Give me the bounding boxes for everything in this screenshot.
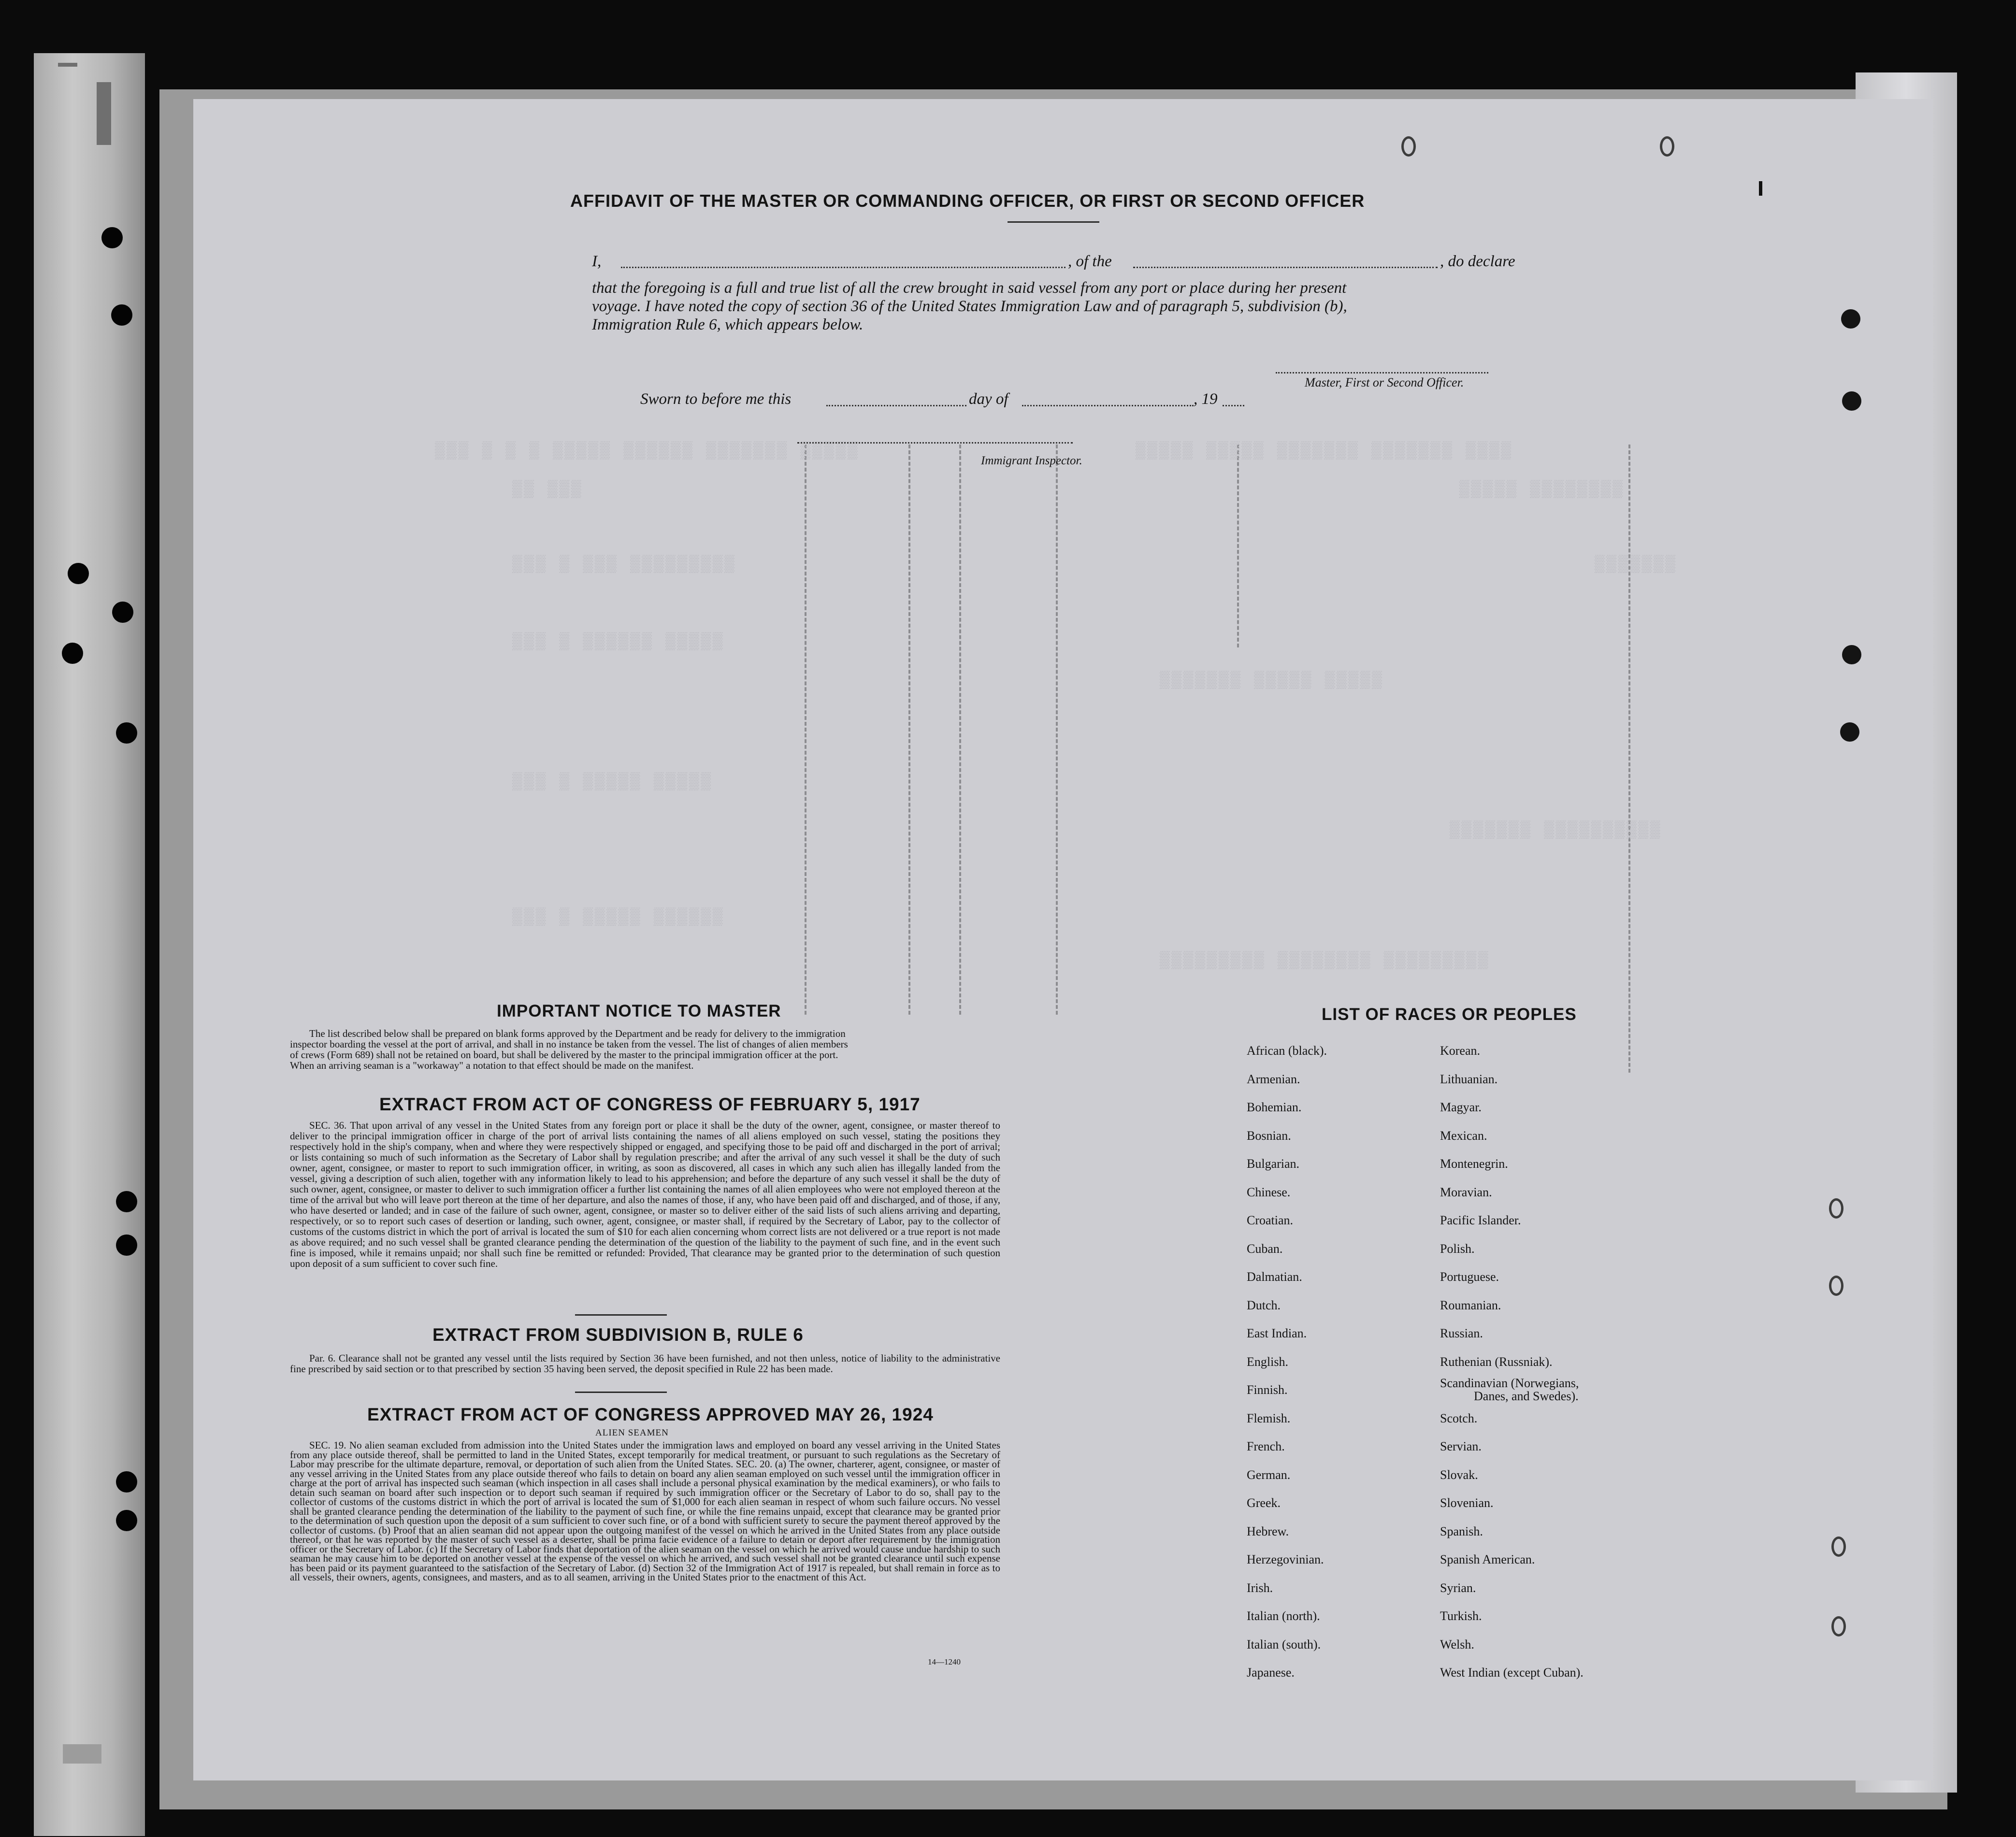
- declarant-of-label: , of the: [1068, 253, 1112, 270]
- binder-hole: [111, 304, 132, 326]
- race-item: Finnish.: [1247, 1383, 1288, 1397]
- punch-hole: [1842, 645, 1861, 664]
- races-title: LIST OF RACES OR PEOPLES: [1322, 1005, 1577, 1024]
- race-item: Croatian.: [1247, 1213, 1294, 1227]
- bleed-through-line: [1628, 445, 1632, 1073]
- affidavit-line-3: voyage. I have noted the copy of section 36 of the United States Immigration Law and of paragraph 5, subdivision (b),: [592, 298, 1347, 315]
- section-rule: [575, 1314, 667, 1316]
- declare-label: , do declare: [1440, 253, 1515, 270]
- declarant-name-field[interactable]: [621, 267, 1066, 268]
- race-item: West Indian (except Cuban).: [1440, 1665, 1584, 1679]
- notice-line: When an arriving seaman is a "workaway" a notation to that effect should be made on the manifest.: [290, 1060, 694, 1071]
- affidavit-line-4: Immigration Rule 6, which appears below.: [592, 316, 864, 333]
- race-item: Montenegrin.: [1440, 1157, 1508, 1171]
- strip-mark: [63, 1744, 101, 1764]
- bleed-through-text: ▒▒▒ ▒ ▒▒▒▒▒▒ ▒▒▒▒▒: [512, 633, 725, 651]
- notice-title: IMPORTANT NOTICE TO MASTER: [497, 1002, 781, 1020]
- binder-hole: [101, 227, 123, 248]
- master-signature-label: Master, First or Second Officer.: [1305, 375, 1464, 389]
- race-item: Turkish.: [1440, 1609, 1482, 1623]
- race-item: Chinese.: [1247, 1185, 1291, 1199]
- race-item: Dalmatian.: [1247, 1270, 1302, 1284]
- sworn-day-field[interactable]: [826, 405, 966, 406]
- bleed-through-text: ▒▒▒▒▒▒▒ ▒▒▒▒▒▒▒▒▒▒: [1450, 821, 1662, 840]
- race-item: English.: [1247, 1354, 1288, 1369]
- bleed-through-text: ▒▒▒▒▒▒▒▒▒ ▒▒▒▒▒▒▒▒ ▒▒▒▒▒▒▒▒▒: [1160, 952, 1490, 970]
- race-item: Armenian.: [1247, 1072, 1300, 1086]
- race-item: Herzegovinian.: [1247, 1552, 1324, 1566]
- race-item: Slovak.: [1440, 1467, 1478, 1482]
- binder-hole: [116, 722, 137, 744]
- punch-hole: [1842, 391, 1861, 411]
- race-item: Hebrew.: [1247, 1524, 1289, 1538]
- ring-hole: [1660, 136, 1674, 157]
- race-item: Scandinavian (Norwegians,: [1440, 1376, 1579, 1390]
- extract-1917-title: EXTRACT FROM ACT OF CONGRESS OF FEBRUARY 5, 1917: [379, 1094, 921, 1114]
- strip-mark: [58, 63, 77, 67]
- section-rule: [575, 1392, 667, 1393]
- race-item: Italian (south).: [1247, 1637, 1321, 1651]
- affidavit-line-2: that the foregoing is a full and true list of all the crew brought in said vessel from any port or place during her present: [592, 279, 1347, 297]
- race-item: German.: [1247, 1467, 1291, 1482]
- race-item: Welsh.: [1440, 1637, 1474, 1651]
- bleed-through-text: ▒▒▒ ▒ ▒▒▒ ▒▒▒▒▒▒▒▒▒: [512, 556, 736, 574]
- ring-hole: [1831, 1536, 1846, 1557]
- bleed-through-text: ▒▒▒ ▒ ▒ ▒ ▒▒▒▒▒ ▒▒▒▒▒▒ ▒▒▒▒▒▒▒ ▒▒▒▒▒: [435, 442, 860, 460]
- ring-hole: [1401, 136, 1416, 157]
- race-item: Slovenian.: [1440, 1496, 1494, 1510]
- extract-1924-title: EXTRACT FROM ACT OF CONGRESS APPROVED MAY 26, 1924: [367, 1405, 934, 1424]
- race-item: Pacific Islander.: [1440, 1213, 1521, 1227]
- notice-body: [290, 1028, 1000, 1071]
- vessel-name-field[interactable]: [1133, 267, 1438, 268]
- race-item: Danes, and Swedes).: [1474, 1389, 1579, 1403]
- race-item: Spanish.: [1440, 1524, 1483, 1538]
- inspector-label: Immigrant Inspector.: [981, 454, 1082, 467]
- race-item: Mexican.: [1440, 1128, 1487, 1143]
- alien-seamen-subtitle: ALIEN SEAMEN: [595, 1428, 669, 1438]
- races-list: [1247, 1044, 1633, 1701]
- race-item: Magyar.: [1440, 1100, 1482, 1114]
- race-item: French.: [1247, 1439, 1285, 1453]
- year-label: , 19: [1194, 390, 1218, 408]
- race-item: Korean.: [1440, 1044, 1481, 1058]
- declarant-prefix: I,: [592, 253, 602, 270]
- race-item: Cuban.: [1247, 1241, 1283, 1256]
- strip-mark: [97, 82, 111, 145]
- race-item: Bohemian.: [1247, 1100, 1302, 1114]
- race-item: Bosnian.: [1247, 1128, 1291, 1143]
- day-of-label: day of: [969, 390, 1008, 408]
- sworn-label: Sworn to before me this: [640, 390, 792, 408]
- punch-hole: [1840, 722, 1859, 742]
- bleed-through-text: ▒▒▒ ▒ ▒▒▒▒▒ ▒▒▒▒▒▒: [512, 908, 725, 927]
- race-item: Russian.: [1440, 1326, 1483, 1340]
- bleed-through-line: [1237, 445, 1241, 647]
- race-item: Polish.: [1440, 1241, 1475, 1256]
- bleed-through-text: ▒▒▒▒▒▒▒ ▒▒▒▒▒ ▒▒▒▒▒: [1160, 672, 1384, 690]
- race-item: African (black).: [1247, 1044, 1327, 1058]
- race-item: Spanish American.: [1440, 1552, 1535, 1566]
- bleed-through-text: ▒▒▒▒▒ ▒▒▒▒▒ ▒▒▒▒▒▒▒ ▒▒▒▒▒▒▒ ▒▒▒▒: [1136, 442, 1513, 460]
- page-mark: [1759, 181, 1762, 196]
- sworn-month-field[interactable]: [1022, 405, 1194, 406]
- ring-hole: [1829, 1198, 1843, 1219]
- inspector-signature-field[interactable]: [797, 442, 1073, 444]
- race-item: Italian (north).: [1247, 1609, 1320, 1623]
- binder-hole: [116, 1471, 137, 1493]
- ring-hole: [1831, 1616, 1846, 1636]
- bleed-through-text: ▒▒▒▒▒ ▒▒▒▒▒▒▒▒: [1459, 481, 1625, 499]
- form-number: 14—1240: [928, 1657, 961, 1666]
- bleed-through-text: ▒▒▒▒▒▒▒: [1595, 556, 1677, 574]
- bleed-through-line: [805, 445, 808, 1015]
- race-item: Japanese.: [1247, 1665, 1295, 1679]
- bleed-through-text: ▒▒ ▒▒▒: [512, 481, 583, 499]
- bleed-through-line: [959, 445, 963, 1015]
- race-item: Bulgarian.: [1247, 1157, 1300, 1171]
- rule6-title: EXTRACT FROM SUBDIVISION B, RULE 6: [432, 1325, 804, 1345]
- notice-line: The list described below shall be prepared on blank forms approved by the Department and be ready for delivery to the immigration: [309, 1028, 846, 1039]
- race-item: Roumanian.: [1440, 1298, 1501, 1312]
- race-item: Flemish.: [1247, 1411, 1291, 1425]
- binder-hole: [62, 643, 83, 664]
- binder-hole: [112, 602, 133, 623]
- extract-1917-text: SEC. 36. That upon arrival of any vessel in the United States from any foreign port or place it shall be the duty of the owner, agent, consignee, or master thereof to deliver to the principal immigration officer in charge of the port of arrival lists containing the names of all aliens employed on such vessel, stating the positions they respectively hold in the ship's company, when and where they were respectively shipped or engaged, and specifying those to be paid off and discharged in the port of arrival; or lists containing so much of such information as the Secretary of Labor shall by regulation prescribe; and after the arrival of any such vessel it shall be the duty of such owner, agent, consignee, or master to report to such immigration officer, in writing, as soon as discovered, all cases in which any such alien has illegally landed from the vessel, giving a description of such alien, together with any information likely to lead to his apprehension; and before the departure of any such vessel it shall be the duty of such owner, agent, consignee, or master to deliver to such immigration officer a further list containing the names of all alien employees who were not employed thereon at the time of the arrival but who will leave port thereon at the time of her departure, and also the names of those, if any, who have been paid off and discharged, and of those, if any, who have deserted or landed; and in case of the failure of such owner, agent, consignee, or master so to deliver either of the said lists of such aliens arriving and departing, respectively, or so to report such cases of desertion or landing, such owner, agent, consignee, or master shall, if required by the Secretary of Labor, pay to the collector of customs of the customs district in which the port of arrival is located the sum of $10 for each alien concerning whom correct lists are not delivered or a true report is not made as above required; and no such vessel shall be granted clearance pending the determination of the question of the liability to the payment of such fine, and in the event such fine is imposed, while it remains unpaid; nor shall such fine be remitted or refunded: Provided, That clearance may be granted prior to the determination of such question upon deposit of a sum sufficient to cover such fine.: [290, 1119, 1000, 1269]
- binder-hole: [116, 1510, 137, 1531]
- race-item: Dutch.: [1247, 1298, 1281, 1312]
- race-item: Greek.: [1247, 1496, 1281, 1510]
- race-item: Scotch.: [1440, 1411, 1478, 1425]
- notice-line: of crews (Form 689) shall not be retained on board, but shall be delivered by the master to the principal immigration officer at the port.: [290, 1049, 838, 1061]
- punch-hole: [1841, 309, 1860, 329]
- rule6-text: Par. 6. Clearance shall not be granted any vessel until the lists required by Section 36 have been furnished, and not then unless, notice of liability to the administrative fine prescribed by said section or to that prescribed by section 35 having been served, the deposit specified in Rule 22 has been made.: [290, 1352, 1000, 1375]
- race-item: Syrian.: [1440, 1580, 1476, 1595]
- race-item: Irish.: [1247, 1580, 1273, 1595]
- ring-hole: [1829, 1276, 1843, 1296]
- sworn-year-field[interactable]: [1223, 405, 1244, 406]
- notice-line: inspector boarding the vessel at the port of arrival, and shall in no instance be taken from the vessel. The list of changes of alien members: [290, 1038, 848, 1050]
- binder-hole: [116, 1191, 137, 1212]
- title-rule: [1008, 221, 1099, 223]
- bleed-through-text: ▒▒▒ ▒ ▒▒▒▒▒ ▒▒▒▒▒: [512, 773, 713, 791]
- affidavit-title: AFFIDAVIT OF THE MASTER OR COMMANDING OFFICER, OR FIRST OR SECOND OFFICER: [570, 191, 1365, 211]
- race-item: Servian.: [1440, 1439, 1482, 1453]
- master-signature-field[interactable]: [1276, 372, 1488, 373]
- race-item: Lithuanian.: [1440, 1072, 1498, 1086]
- bleed-through-line: [1056, 445, 1060, 1015]
- race-item: Ruthenian (Russniak).: [1440, 1354, 1553, 1369]
- bleed-through-line: [908, 445, 912, 1015]
- race-item: Portuguese.: [1440, 1270, 1499, 1284]
- binder-hole: [68, 563, 89, 584]
- extract-1924-text: SEC. 19. No alien seaman excluded from admission into the United States under the immigration laws and employed on board any vessel arriving in the United States from any place outside thereof, shall be permitted to land in the United States, except temporarily for medical treatment, or pursuant to such regulations as the Secretary of Labor may prescribe for the ultimate departure, removal, or deportation of such alien from the United States. SEC. 20. (a) The owner, charterer, agent, consignee, or master of any vessel arriving in the United States from any place outside thereof who fails to detain on board any alien seaman employed on such vessel until the immigration officer in charge at the port of arrival has inspected such seaman (which inspection in all cases shall include a personal physical examination by the medical examiners), or who fails to detain such seaman on board after such inspection or to deport such seaman if required by such immigration officer or the Secretary of Labor to do so, shall pay to the collector of customs of the customs district in which the port of arrival is located the sum of $1,000 for each alien seaman in respect of whom such failure occurs. No vessel shall be granted clearance pending the determination of the liability to the payment of such fine, or while the fine remains unpaid, except that clearance may be granted prior to the determination of such question upon the deposit of a sum sufficient to cover such fine, or of a bond with sufficient surety to secure the payment thereof approved by the collector of customs. (b) Proof that an alien seaman did not appear upon the outgoing manifest of the vessel on which he arrived in the United States from any place outside thereof, or that he was reported by the master of such vessel as a deserter, shall be prima facie evidence of a failure to detain or deport after requirement by the immigration officer or the Secretary of Labor. (c) If the Secretary of Labor finds that deportation of the alien seaman on the vessel on which he arrived would cause undue hardship to such seaman he may cause him to be deported on another vessel at the expense of the vessel on which he arrived, and such vessel shall not be granted clearance until such expense has been paid or its payment guaranteed to the satisfaction of the Secretary of Labor. (d) Section 32 of the Immigration Act of 1917 is repealed, but shall remain in force as to all vessels, their owners, agents, consignees, and masters, and as to all seamen, arriving in the United States prior to the enactment of this Act.: [290, 1439, 1000, 1583]
- race-item: Moravian.: [1440, 1185, 1492, 1199]
- race-item: East Indian.: [1247, 1326, 1307, 1340]
- binder-hole: [116, 1234, 137, 1256]
